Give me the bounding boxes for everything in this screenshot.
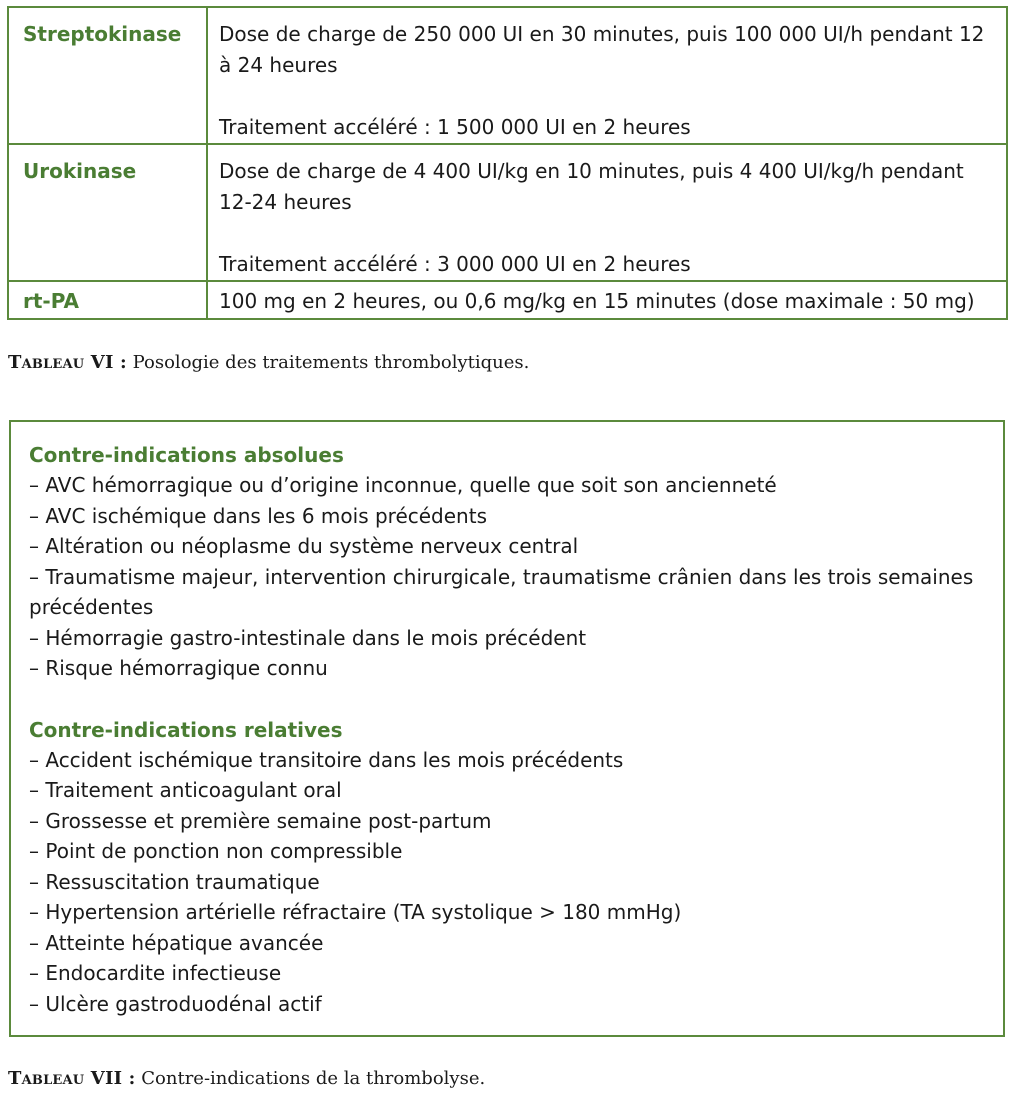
list-item: – Endocardite infectieuse xyxy=(29,961,282,985)
absolute-contraindications-title: Contre-indications absolues xyxy=(29,443,344,467)
list-item: – Grossesse et première semaine post-partum xyxy=(29,808,492,833)
list-item: – Traitement anticoagulant oral xyxy=(29,778,342,802)
list-item: – Atteinte hépatique avancée xyxy=(29,930,324,955)
dose-line: Traitement accéléré : 3 000 000 UI en 2 heures xyxy=(219,252,691,276)
list-item: – Altération ou néoplasme du système nerveux central xyxy=(29,534,579,558)
dose-cell xyxy=(207,7,1007,144)
table-row-streptokinase xyxy=(8,7,1007,144)
relative-contraindications-list xyxy=(29,745,985,1020)
list-item: – Hypertension artérielle réfractaire (TA systolique > 180 mmHg) xyxy=(29,900,682,924)
list-item: – Ressuscitation traumatique xyxy=(29,869,320,894)
contraindications-box xyxy=(9,420,1005,1037)
dose-line: Dose de charge de 4 400 UI/kg en 10 minutes, puis 4 400 UI/kg/h pendant 12-24 heures xyxy=(219,159,964,214)
list-item: – Accident ischémique transitoire dans les mois précédents xyxy=(29,747,624,772)
dosage-table xyxy=(7,6,1008,320)
caption-label: Tableau VII : xyxy=(8,1068,136,1089)
table-vii-caption xyxy=(8,1068,485,1089)
list-item: – AVC ischémique dans les 6 mois précédents xyxy=(29,503,487,528)
dose-line: Traitement accéléré : 1 500 000 UI en 2 heures xyxy=(219,115,691,139)
caption-text: Contre-indications de la thrombolyse. xyxy=(141,1068,486,1089)
table-vi-caption xyxy=(8,352,529,373)
drug-name-cell: Urokinase xyxy=(8,144,207,281)
list-item: – Traumatisme majeur, intervention chirurgicale, traumatisme crânien dans les trois semaines précédentes xyxy=(29,564,974,619)
drug-name-cell: Streptokinase xyxy=(8,7,207,144)
drug-name-cell: rt-PA xyxy=(8,281,207,319)
dose-line: 100 mg en 2 heures, ou 0,6 mg/kg en 15 minutes (dose maximale : 50 mg) xyxy=(219,289,975,313)
dose-line: Dose de charge de 250 000 UI en 30 minutes, puis 100 000 UI/h pendant 12 à 24 heures xyxy=(219,22,985,77)
list-item: – Risque hémorragique connu xyxy=(29,656,328,680)
list-item: – Hémorragie gastro-intestinale dans le mois précédent xyxy=(29,625,587,650)
caption-text: Posologie des traitements thrombolytiques. xyxy=(132,352,530,373)
list-item: – Point de ponction non compressible xyxy=(29,839,403,863)
caption-label: Tableau VI : xyxy=(8,352,127,373)
dose-cell xyxy=(207,281,1007,319)
table-row-rt-pa xyxy=(8,281,1007,319)
table-row-urokinase xyxy=(8,144,1007,281)
list-item: – Ulcère gastroduodénal actif xyxy=(29,991,322,1016)
relative-contraindications-title: Contre-indications relatives xyxy=(29,717,343,742)
absolute-contraindications-list xyxy=(29,470,985,684)
list-item: – AVC hémorragique ou d’origine inconnue, quelle que soit son ancienneté xyxy=(29,473,777,497)
dose-cell xyxy=(207,144,1007,281)
